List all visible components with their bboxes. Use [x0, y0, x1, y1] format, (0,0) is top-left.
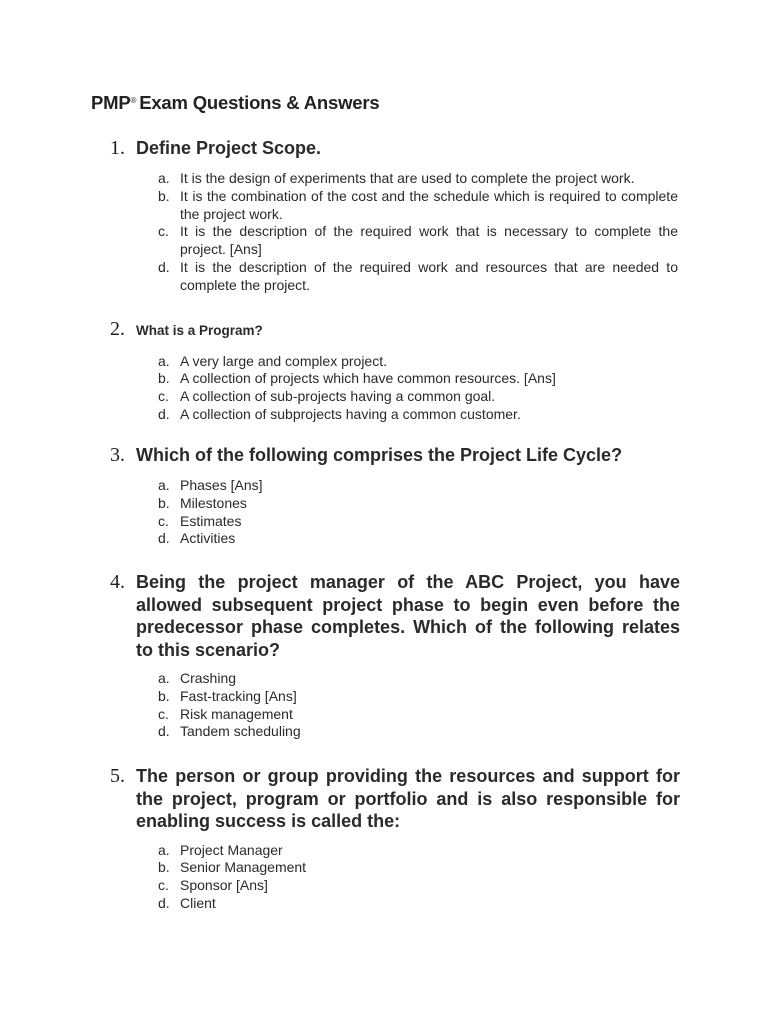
option-d: d. It is the description of the required work and resources that are needed to complete the project. [158, 258, 678, 293]
option-d: d. Tandem scheduling [158, 723, 301, 740]
option-d: d. Activities [158, 530, 236, 547]
option-a: a. Project Manager [158, 841, 283, 858]
question-number: 1. [110, 137, 125, 159]
question-3 [110, 444, 680, 548]
question-5 [110, 765, 680, 913]
question-text: Being the project manager of the ABC Project, you have allowed subsequent project phase to begin even before the predecessor phase completes. Which of the following relates to this scenario? [136, 572, 680, 660]
option-d: d. A collection of subprojects having a common customer. [158, 405, 521, 422]
option-b: b. A collection of projects which have common resources. [Ans] [158, 370, 556, 387]
registered-mark: ® [130, 96, 137, 105]
question-text: Define Project Scope. [136, 138, 322, 158]
document-title: PMP® Exam Questions & Answers [91, 92, 380, 113]
option-list [158, 477, 678, 548]
question-1 [110, 137, 680, 295]
question-number: 2. [110, 318, 125, 340]
option-c: c. Estimates [158, 512, 242, 529]
option-c: c. A collection of sub-projects having a common goal. [158, 388, 496, 405]
option-b: b. It is the combination of the cost and the schedule which is required to complete the project work. [158, 187, 678, 222]
option-c: c. It is the description of the required work that is necessary to complete the project. [Ans] [158, 223, 678, 258]
question-text: The person or group providing the resources and support for the project, program or portfolio and is also responsible for enabling success is called the: [136, 766, 680, 831]
option-c: c. Risk management [158, 705, 293, 722]
option-d: d. Client [158, 894, 216, 911]
option-b: b. Senior Management [158, 859, 307, 876]
option-c: c. Sponsor [Ans] [158, 877, 268, 894]
option-list [158, 170, 678, 295]
option-list [158, 353, 678, 424]
question-2 [110, 318, 680, 424]
option-list [158, 670, 678, 741]
option-a: a. It is the design of experiments that are used to complete the project work. [158, 170, 635, 186]
question-4 [110, 571, 680, 741]
question-number: 4. [110, 571, 125, 593]
option-a: a. Crashing [158, 670, 237, 686]
question-number: 3. [110, 444, 125, 466]
question-text: What is a Program? [136, 323, 263, 338]
option-b: b. Milestones [158, 494, 247, 511]
option-b: b. Fast-tracking [Ans] [158, 687, 297, 704]
option-a: a. Phases [Ans] [158, 477, 263, 493]
question-text: Which of the following comprises the Project Life Cycle? [136, 445, 623, 465]
question-number: 5. [110, 765, 125, 787]
option-list [158, 842, 678, 913]
option-a: a. A very large and complex project. [158, 352, 387, 369]
